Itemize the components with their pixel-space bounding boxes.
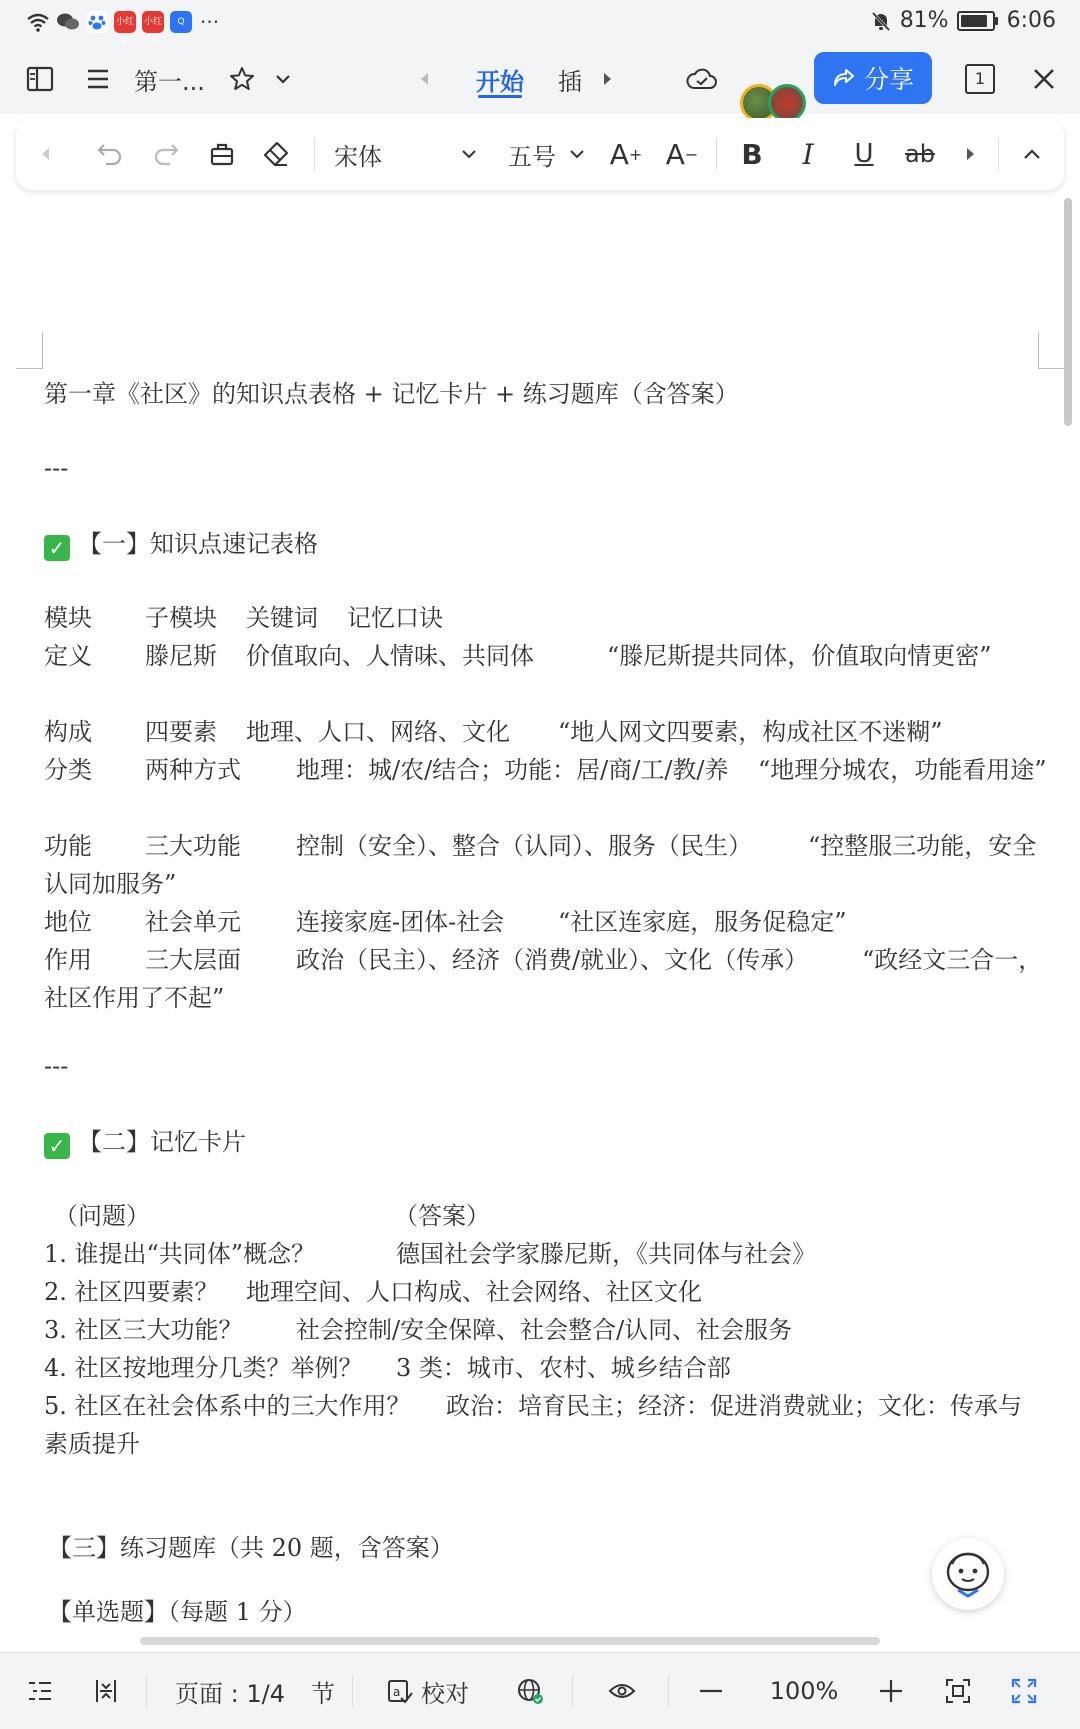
table-cell: 价值取向、人情味、共同体 — [246, 642, 534, 670]
document-canvas[interactable] — [0, 198, 1080, 1630]
xiaohongshu-icon: 小红 — [142, 11, 164, 33]
sidebar-toggle-icon[interactable] — [20, 44, 60, 114]
notification-icons — [26, 10, 219, 34]
card-answer: 地理空间、人口构成、社会网络、社区文化 — [246, 1278, 702, 1306]
format-toolbar — [16, 118, 1064, 190]
section-indicator[interactable]: 节 — [311, 1679, 335, 1708]
bottom-divider — [668, 1675, 669, 1707]
table-cell: 滕尼斯 — [145, 642, 217, 670]
font-name-value: 宋体 — [334, 142, 382, 171]
table-cell: 三大层面 — [145, 946, 241, 974]
zoom-out-icon[interactable] — [696, 1653, 726, 1729]
toolbar-scroll-left-icon[interactable] — [30, 118, 60, 190]
system-status — [870, 8, 1056, 33]
table-cell: “社区连家庭，服务促稳定” — [558, 908, 847, 936]
font-name-select[interactable] — [334, 118, 454, 190]
proofread-icon — [387, 1678, 413, 1704]
user-avatar[interactable] — [768, 84, 806, 122]
menu-icon[interactable] — [78, 44, 118, 114]
table-cell: “控整服三功能，安全 — [808, 832, 1037, 860]
table-cell: 功能 — [44, 832, 92, 860]
redo-icon[interactable] — [146, 118, 186, 190]
table-cell: “政经文三合一， — [862, 946, 1043, 974]
battery-percent: 81% — [899, 8, 949, 33]
table-header-cell: 记忆口诀 — [347, 604, 443, 632]
table-cell: 定义 — [44, 642, 92, 670]
card-header-question: （问题） — [54, 1202, 150, 1230]
grow-font-button[interactable]: A + — [609, 137, 643, 171]
toolbar-scroll-right-icon[interactable] — [956, 118, 986, 190]
outline-icon[interactable] — [20, 1653, 60, 1729]
window-count: 1 — [965, 64, 995, 94]
table-cell: 政治（民主）、经济（消费/就业）、文化（传承） — [296, 946, 809, 974]
chevron-down-icon[interactable] — [270, 44, 296, 114]
window-count-button[interactable] — [960, 44, 1000, 114]
table-cell: “地人网文四要素，构成社区不迷糊” — [558, 718, 943, 746]
table-cell: “地理分城农，功能看用途” — [758, 756, 1047, 784]
divider: --- — [44, 454, 69, 482]
table-cell: 四要素 — [145, 718, 217, 746]
translate-globe-icon[interactable] — [512, 1653, 548, 1729]
tab-scroll-right-icon[interactable] — [596, 44, 620, 114]
section-heading: ✓ 【二】记忆卡片 — [44, 1124, 246, 1160]
card-header-answer: （答案） — [394, 1202, 490, 1230]
svg-text:a: a — [393, 1685, 401, 1699]
italic-button[interactable]: I — [802, 137, 814, 171]
fit-page-icon[interactable] — [940, 1653, 976, 1729]
table-cell: 连接家庭-团体-社会 — [296, 908, 505, 936]
underline-button[interactable]: U — [854, 139, 874, 169]
wifi-icon — [26, 12, 50, 32]
font-size-select[interactable] — [502, 118, 562, 190]
toolbar-divider — [716, 138, 717, 170]
bottom-divider — [146, 1675, 147, 1707]
card-question: 2. 社区四要素？ — [44, 1278, 219, 1306]
mute-bell-icon — [870, 10, 892, 32]
bottom-status-bar — [0, 1652, 1080, 1729]
checkmark-icon: ✓ — [44, 1133, 70, 1159]
page-margin-marker — [16, 332, 43, 369]
table-cell: 两种方式 — [145, 756, 241, 784]
bottom-divider — [352, 1675, 353, 1707]
table-header-cell: 关键词 — [246, 604, 318, 632]
zoom-in-icon[interactable] — [876, 1653, 906, 1729]
card-question: 4. 社区按地理分几类？举例？ — [44, 1354, 363, 1382]
card-answer: 德国社会学家滕尼斯，《共同体与社会》 — [396, 1240, 816, 1268]
vertical-scrollbar[interactable] — [1064, 198, 1072, 426]
table-cell-continuation: 认同加服务” — [44, 870, 177, 898]
share-label: 分享 — [863, 65, 914, 94]
wechat-icon — [56, 12, 80, 32]
tab-insert[interactable]: 插 — [558, 67, 582, 96]
xiaohongshu-icon: 小红 — [114, 11, 136, 33]
table-cell: “滕尼斯提共同体，价值取向情更密” — [607, 642, 992, 670]
document-title[interactable]: 第一... — [134, 67, 205, 96]
font-size-chevron-icon[interactable] — [564, 118, 590, 190]
card-question: 3. 社区三大功能？ — [44, 1316, 243, 1344]
horizontal-scrollbar[interactable] — [140, 1637, 880, 1645]
baidu-icon — [86, 11, 108, 33]
qq-browser-icon: Q — [170, 11, 192, 33]
star-icon[interactable] — [224, 44, 260, 114]
section-heading: ✓ 【一】知识点速记表格 — [44, 526, 318, 562]
card-answer-continuation: 素质提升 — [44, 1430, 140, 1458]
toolbar-divider — [998, 138, 999, 170]
table-cell: 地理、人口、网络、文化 — [246, 718, 510, 746]
bold-button[interactable]: B — [741, 137, 763, 171]
table-cell: 控制（安全）、整合（认同）、服务（民生） — [296, 832, 752, 860]
table-header-cell: 模块 — [44, 604, 92, 632]
page-indicator[interactable]: 页面 : 1/4 — [175, 1679, 285, 1708]
page-margin-marker — [1038, 332, 1065, 369]
undo-icon[interactable] — [90, 118, 130, 190]
shrink-font-button[interactable]: A − — [665, 137, 699, 171]
bottom-divider — [572, 1675, 573, 1707]
card-answer: 社会控制/安全保障、社会整合/认同、社会服务 — [296, 1316, 793, 1344]
tab-scroll-left-icon[interactable] — [412, 44, 436, 114]
card-question: 5. 社区在社会体系中的三大作用？ — [44, 1392, 411, 1420]
divider: --- — [44, 1052, 69, 1080]
cloud-sync-icon[interactable] — [680, 44, 724, 114]
zoom-level[interactable]: 100% — [769, 1677, 839, 1705]
battery-icon — [957, 11, 995, 31]
checkmark-icon: ✓ — [44, 535, 70, 561]
share-button[interactable] — [814, 52, 932, 104]
toolbar-divider — [314, 138, 315, 170]
collapse-toolbar-icon[interactable] — [1012, 118, 1052, 190]
table-header-cell: 子模块 — [145, 604, 217, 632]
page-break-icon[interactable] — [86, 1653, 126, 1729]
fullscreen-icon[interactable] — [1004, 1653, 1044, 1729]
status-bar — [0, 0, 1080, 44]
strikethrough-button[interactable]: ab — [905, 140, 935, 168]
clock: 6:06 — [1006, 8, 1056, 33]
format-painter-icon[interactable] — [202, 118, 242, 190]
more-notifications: ··· — [200, 10, 220, 34]
section-heading: 【三】练习题库（共 20 题，含答案） — [48, 1534, 454, 1562]
read-mode-eye-icon[interactable] — [602, 1653, 642, 1729]
card-question: 1. 谁提出“共同体”概念？ — [44, 1240, 316, 1268]
card-answer: 3 类：城市、农村、城乡结合部 — [396, 1354, 731, 1382]
font-size-value: 五号 — [508, 142, 556, 171]
table-cell: 作用 — [44, 946, 92, 974]
table-cell: 构成 — [44, 718, 92, 746]
close-icon[interactable] — [1024, 44, 1064, 114]
eraser-icon[interactable] — [256, 118, 296, 190]
ai-assistant-button[interactable] — [932, 1538, 1004, 1610]
table-cell: 三大功能 — [145, 832, 241, 860]
table-cell-continuation: 社区作用了不起” — [44, 984, 225, 1012]
table-cell: 地位 — [44, 908, 92, 936]
table-cell: 地理：城/农/结合；功能：居/商/工/教/养 — [296, 756, 729, 784]
tab-home[interactable]: 开始 — [470, 44, 530, 114]
doc-title: 第一章《社区》的知识点表格 + 记忆卡片 + 练习题库（含答案） — [44, 380, 739, 408]
assistant-mascot-icon — [932, 1538, 1004, 1610]
proofread-button[interactable]: a 校对 — [378, 1653, 478, 1729]
card-answer: 政治：培育民主；经济：促进消费就业；文化：传承与 — [446, 1392, 1022, 1420]
font-name-chevron-icon[interactable] — [456, 118, 482, 190]
table-cell: 社会单元 — [145, 908, 241, 936]
share-icon — [832, 67, 856, 89]
section-subheading: 【单选题】（每题 1 分） — [48, 1598, 307, 1626]
table-cell: 分类 — [44, 756, 92, 784]
